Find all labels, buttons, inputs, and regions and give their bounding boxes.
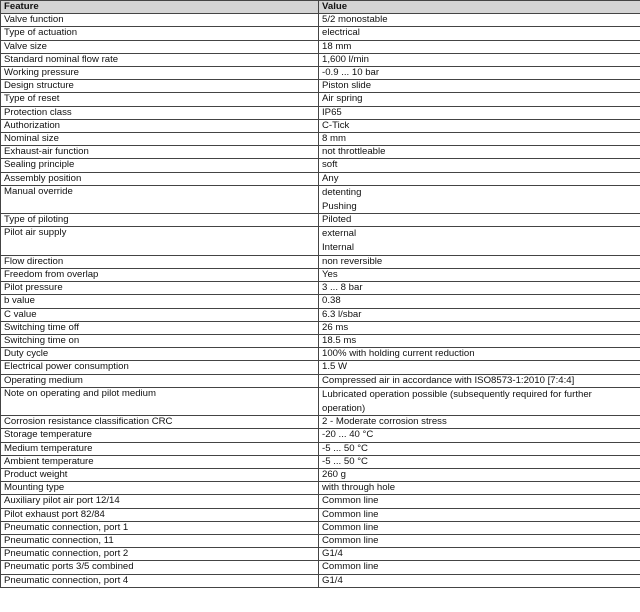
table-row (1, 387, 640, 415)
feature-cell: b value (1, 295, 319, 308)
table-row (1, 482, 640, 495)
column-header-value: Value (319, 1, 640, 14)
feature-cell: Mounting type (1, 482, 319, 495)
table-row (1, 67, 640, 80)
feature-cell: Protection class (1, 106, 319, 119)
value-cell (319, 185, 640, 213)
table-row (1, 93, 640, 106)
value-cell: 100% with holding current reduction (319, 348, 640, 361)
table-row (1, 548, 640, 561)
table-body (1, 14, 640, 588)
table-row (1, 561, 640, 574)
value-cell: soft (319, 159, 640, 172)
feature-cell: Type of piloting (1, 214, 319, 227)
value-cell: C-Tick (319, 119, 640, 132)
table-row (1, 416, 640, 429)
table-row (1, 374, 640, 387)
value-cell: not throttleable (319, 146, 640, 159)
table-row (1, 172, 640, 185)
table-row (1, 133, 640, 146)
feature-cell: Storage temperature (1, 429, 319, 442)
feature-cell: Type of reset (1, 93, 319, 106)
table-row (1, 361, 640, 374)
table-row (1, 269, 640, 282)
value-cell: Common line (319, 561, 640, 574)
table-row (1, 106, 640, 119)
value-cell: electrical (319, 27, 640, 40)
feature-cell: Nominal size (1, 133, 319, 146)
feature-cell: Ambient temperature (1, 455, 319, 468)
value-cell: Common line (319, 495, 640, 508)
value-cell: 1,600 l/min (319, 53, 640, 66)
feature-cell: Pilot pressure (1, 282, 319, 295)
table-row (1, 255, 640, 268)
value-cell (319, 387, 640, 415)
table-row (1, 335, 640, 348)
table-header-row (1, 1, 640, 14)
table-row (1, 495, 640, 508)
table-row (1, 80, 640, 93)
table-row (1, 308, 640, 321)
feature-cell: Note on operating and pilot medium (1, 387, 319, 415)
value-line: detenting (322, 186, 362, 198)
feature-cell: Medium temperature (1, 442, 319, 455)
feature-cell: Corrosion resistance classification CRC (1, 416, 319, 429)
feature-cell: Switching time off (1, 321, 319, 334)
value-line: external (322, 228, 357, 240)
table-row (1, 40, 640, 53)
feature-cell: Type of actuation (1, 27, 319, 40)
value-cell: IP65 (319, 106, 640, 119)
table-row (1, 429, 640, 442)
value-cell: Common line (319, 521, 640, 534)
value-cell: 8 mm (319, 133, 640, 146)
value-cell: 2 - Moderate corrosion stress (319, 416, 640, 429)
value-cell: 5/2 monostable (319, 14, 640, 27)
feature-cell: Pneumatic connection, port 4 (1, 574, 319, 587)
feature-cell: Valve function (1, 14, 319, 27)
feature-cell: Pneumatic connection, 11 (1, 535, 319, 548)
value-line: Internal (322, 242, 354, 254)
table-row (1, 119, 640, 132)
table-row (1, 159, 640, 172)
feature-cell: Assembly position (1, 172, 319, 185)
table-row (1, 455, 640, 468)
table-row (1, 14, 640, 27)
value-line: operation) (322, 402, 366, 414)
table-row (1, 574, 640, 587)
feature-cell: Duty cycle (1, 348, 319, 361)
feature-cell: Pneumatic ports 3/5 combined (1, 561, 319, 574)
value-cell: G1/4 (319, 574, 640, 587)
value-cell: 260 g (319, 469, 640, 482)
table-row (1, 214, 640, 227)
table-row (1, 469, 640, 482)
table-row (1, 227, 640, 255)
feature-cell: Valve size (1, 40, 319, 53)
column-header-feature: Feature (1, 1, 319, 14)
value-cell: 18.5 ms (319, 335, 640, 348)
value-line: Pushing (322, 200, 357, 212)
feature-cell: Working pressure (1, 67, 319, 80)
table-row (1, 521, 640, 534)
value-cell: with through hole (319, 482, 640, 495)
feature-cell: Manual override (1, 185, 319, 213)
table-row (1, 348, 640, 361)
feature-cell: Pneumatic connection, port 1 (1, 521, 319, 534)
value-cell: Piston slide (319, 80, 640, 93)
table-row (1, 321, 640, 334)
value-cell: Compressed air in accordance with ISO8573-1:2010 [7:4:4] (319, 374, 640, 387)
feature-cell: Switching time on (1, 335, 319, 348)
value-cell: -0.9 ... 10 bar (319, 67, 640, 80)
feature-cell: Auxiliary pilot air port 12/14 (1, 495, 319, 508)
table-row (1, 27, 640, 40)
feature-cell: Authorization (1, 119, 319, 132)
value-cell: -5 ... 50 °C (319, 442, 640, 455)
feature-cell: Exhaust-air function (1, 146, 319, 159)
value-cell: Piloted (319, 214, 640, 227)
feature-cell: Sealing principle (1, 159, 319, 172)
value-cell: Any (319, 172, 640, 185)
table-row (1, 146, 640, 159)
feature-cell: Pilot air supply (1, 227, 319, 255)
table-row (1, 185, 640, 213)
feature-cell: Standard nominal flow rate (1, 53, 319, 66)
value-cell: 26 ms (319, 321, 640, 334)
table-row (1, 442, 640, 455)
feature-cell: C value (1, 308, 319, 321)
value-cell: Common line (319, 535, 640, 548)
value-cell: non reversible (319, 255, 640, 268)
feature-cell: Flow direction (1, 255, 319, 268)
table-row (1, 282, 640, 295)
feature-cell: Freedom from overlap (1, 269, 319, 282)
value-cell: Air spring (319, 93, 640, 106)
value-line: Lubricated operation possible (subsequently required for further (322, 388, 592, 400)
feature-cell: Pilot exhaust port 82/84 (1, 508, 319, 521)
feature-cell: Design structure (1, 80, 319, 93)
value-cell: 1.5 W (319, 361, 640, 374)
value-cell: G1/4 (319, 548, 640, 561)
value-cell (319, 227, 640, 255)
value-cell: 18 mm (319, 40, 640, 53)
table-row (1, 295, 640, 308)
value-cell: Yes (319, 269, 640, 282)
value-cell: Common line (319, 508, 640, 521)
table-row (1, 535, 640, 548)
value-cell: -5 ... 50 °C (319, 455, 640, 468)
feature-cell: Pneumatic connection, port 2 (1, 548, 319, 561)
feature-cell: Electrical power consumption (1, 361, 319, 374)
value-cell: 6.3 l/sbar (319, 308, 640, 321)
value-cell: 0.38 (319, 295, 640, 308)
feature-cell: Product weight (1, 469, 319, 482)
value-cell: -20 ... 40 °C (319, 429, 640, 442)
table-row (1, 53, 640, 66)
table-row (1, 508, 640, 521)
feature-cell: Operating medium (1, 374, 319, 387)
value-cell: 3 ... 8 bar (319, 282, 640, 295)
